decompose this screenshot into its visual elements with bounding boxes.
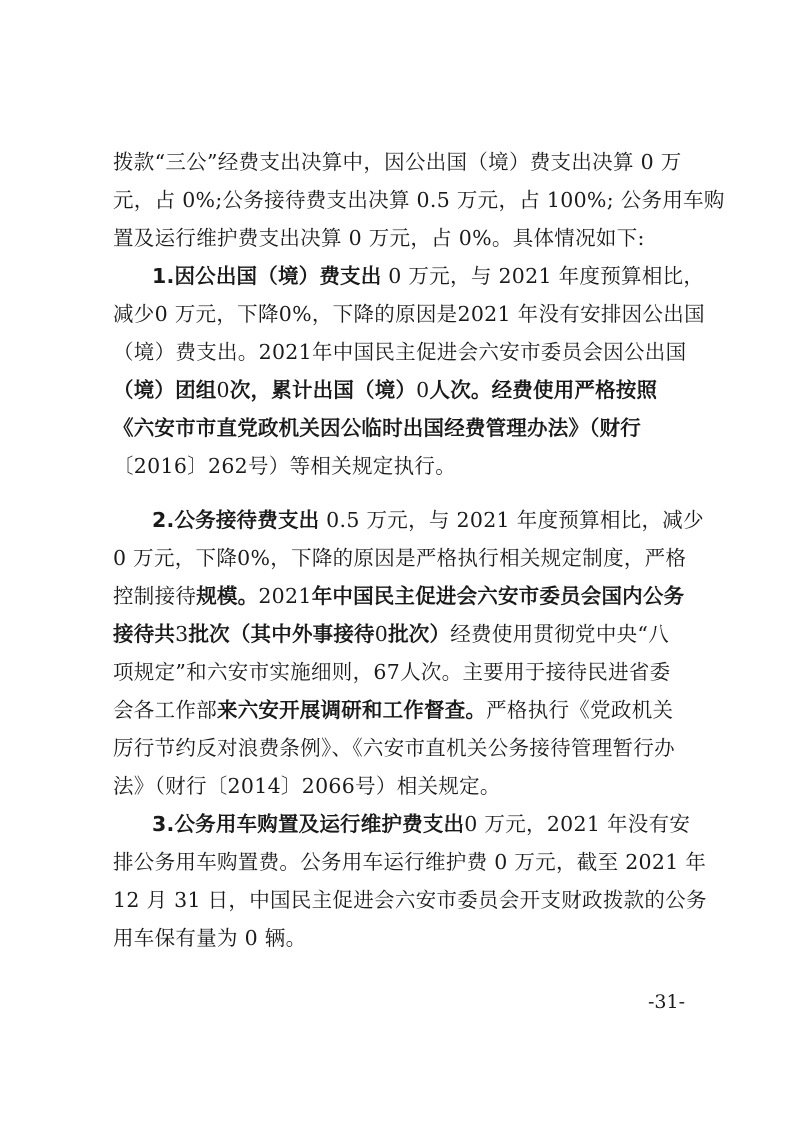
bold-text-segment: 批次）: [388, 622, 451, 646]
text-segment: 项规定”和六安市实施细则，67人次。主要用于接待民进省委: [113, 660, 671, 684]
text-line: [152, 807, 793, 841]
text-line: [113, 335, 793, 369]
bold-text-segment: （境）团组: [113, 378, 217, 402]
text-line: [113, 579, 793, 613]
text-line: [113, 373, 793, 407]
bold-text-segment: 规模。: [196, 584, 259, 608]
text-line: [113, 655, 793, 689]
bold-text-segment: 人次。经费使用严格按照: [429, 378, 658, 402]
bold-text-segment: 年中国民主促进会六安市委员会国内公务: [311, 584, 685, 608]
text-segment: 0: [374, 622, 389, 646]
text-segment: 会各工作部: [113, 698, 217, 722]
text-segment: 法》（财行〔2014〕2066号）相关规定。: [113, 774, 501, 798]
text-segment: 控制接待: [113, 584, 197, 608]
bold-text-segment: 2.公务接待费支出: [152, 508, 320, 532]
text-line: [113, 449, 793, 483]
text-segment: 厉行节约反对浪费条例》、《六安市直机关公务接待管理暂行办: [113, 736, 675, 760]
text-line: [113, 297, 793, 331]
text-segment: 减少0 万元，下降0%，下降的原因是2021 年没有安排因公出国: [113, 302, 705, 326]
text-line: [113, 845, 793, 879]
bold-text-segment: 来六安开展调研和工作督查。: [217, 698, 487, 722]
text-line: [152, 259, 793, 293]
text-segment: 0 万元，下降0%，下降的原因是严格执行相关规定制度，严格: [113, 546, 687, 570]
text-line: [113, 541, 793, 575]
bold-text-segment: 3.公务用车购置及运行维护费支出: [152, 812, 465, 836]
text-segment: 用车保有量为 0 辆。: [113, 926, 307, 950]
text-line: [113, 883, 793, 917]
bold-text-segment: 《六安市市直党政机关因公临时出国经费管理办法》（财行: [113, 416, 641, 440]
text-segment: 拨款“三公”经费支出决算中，因公出国（境）费支出决算 0 万: [113, 150, 682, 174]
text-line: [152, 503, 793, 537]
text-segment: 元，占 0%;公务接待费支出决算 0.5 万元，占 100%; 公务用车购: [113, 188, 725, 212]
text-line: [113, 411, 793, 445]
text-segment: 排公务用车购置费。公务用车运行维护费 0 万元，截至 2021 年: [113, 850, 707, 874]
text-line: [113, 183, 793, 217]
text-line: [113, 145, 793, 179]
text-line: [113, 693, 793, 727]
bold-text-segment: 次，累计出国（境）: [229, 378, 417, 402]
bold-text-segment: 1.因公出国（境）费支出: [152, 264, 382, 288]
text-segment: 〔2016〕262号）等相关规定执行。: [113, 454, 456, 478]
text-line: [113, 617, 793, 651]
text-segment: 置及运行维护费支出决算 0 万元，占 0%。具体情况如下:: [113, 226, 645, 250]
text-segment: 0 万元，与 2021 年度预算相比，: [381, 264, 705, 288]
bold-text-segment: 批次（其中外事接待: [188, 622, 375, 646]
text-segment: 经费使用贯彻党中央“八: [450, 622, 669, 646]
text-segment: 0.5 万元，与 2021 年度预算相比，减少: [319, 508, 704, 532]
bold-text-segment: 接待共: [113, 622, 176, 646]
text-segment: 12 月 31 日，中国民主促进会六安市委员会开支财政拨款的公务: [113, 888, 707, 912]
text-segment: （境）费支出。2021年中国民主促进会六安市委员会因公出国: [113, 340, 687, 364]
page-number: -31-: [648, 991, 686, 1013]
text-segment: 0 万元，2021 年没有安: [464, 812, 691, 836]
text-line: [113, 769, 793, 803]
text-segment: 3: [175, 622, 189, 646]
text-segment: 2021: [258, 584, 312, 608]
text-line: [113, 921, 793, 955]
text-line: [113, 731, 793, 765]
text-segment: 0: [416, 378, 430, 402]
text-line: [113, 221, 793, 255]
text-segment: 0: [216, 378, 230, 402]
text-segment: 严格执行《党政机关: [486, 698, 674, 722]
